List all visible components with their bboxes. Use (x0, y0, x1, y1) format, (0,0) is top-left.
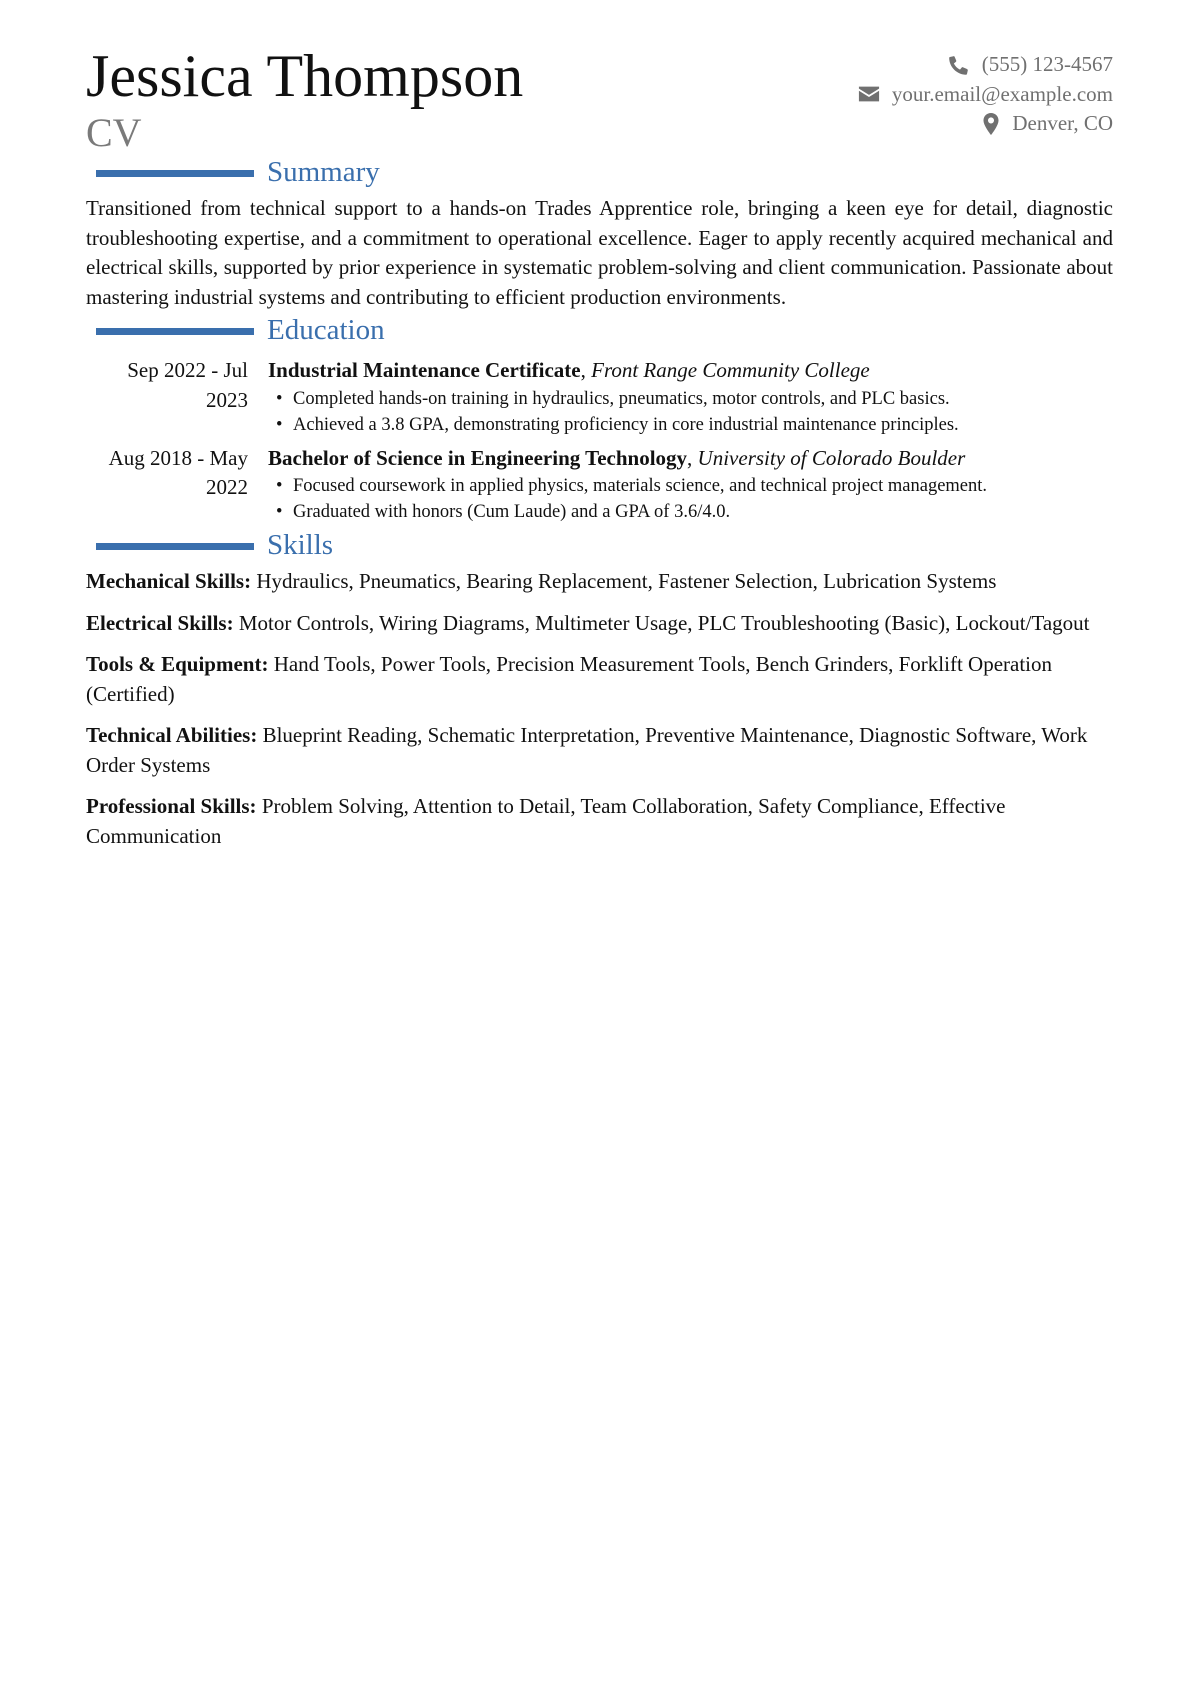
section-accent-bar (96, 170, 254, 177)
document-subtitle: CV (86, 110, 142, 155)
skill-row-electrical (86, 609, 1113, 639)
bullet-text: Focused coursework in applied physics, materials science, and technical project management. (293, 476, 988, 496)
summary-text: Transitioned from technical support to a hands-on Trades Apprentice role, bringing a keen eye for detail, diagnostic troubleshooting expertise, and a commitment to operational excellence. Eager to apply recently acquired mechanical and electrical skills, supported by prior experience in systematic problem-solving and client communication. Passionate about mastering industrial systems and contributing to efficient production environments. (86, 196, 1113, 309)
contact-phone (858, 50, 1113, 80)
degree-name: Bachelor of Science in Engineering Technology (268, 445, 688, 470)
phone-icon (948, 54, 970, 76)
phone-text: (555) 123-4567 (981, 52, 1113, 76)
education-entry (86, 444, 1113, 526)
education-bullets (268, 386, 1113, 438)
skills-heading (86, 531, 1113, 567)
education-entry (86, 356, 1113, 438)
school-name: Front Range Community College (591, 358, 870, 382)
contact-location (858, 109, 1113, 139)
bullet-text: Completed hands-on training in hydraulics, pneumatics, motor controls, and PLC basics. (293, 388, 950, 409)
skill-row-tools (86, 650, 1113, 709)
school-name: University of Colorado Boulder (697, 445, 966, 470)
section-title: Skills (267, 529, 334, 561)
education-details (268, 444, 1113, 526)
education-title-line: Bachelor of Science in Engineering Technology, University of Colorado Boulder (268, 445, 966, 470)
contact-email (858, 80, 1113, 110)
skill-values: Problem Solving, Attention to Detail, Team Collaboration, Safety Compliance, Effective Communication (86, 794, 1006, 848)
section-accent-bar (96, 328, 254, 335)
email-text: your.email@example.com (891, 81, 1113, 106)
skill-row-technical (86, 721, 1113, 780)
skill-row-mechanical (86, 567, 1113, 597)
person-name: Jessica Thompson (86, 43, 524, 109)
section-accent-bar (96, 543, 254, 550)
skill-values: Hydraulics, Pneumatics, Bearing Replacement, Fastener Selection, Lubrication Systems (256, 569, 997, 593)
summary-heading (86, 158, 1113, 194)
list-item: • Focused coursework in applied physics, materials science, and technical project management. (276, 476, 988, 496)
location-text: Denver, CO (1012, 111, 1113, 135)
skill-values: Blueprint Reading, Schematic Interpretation, Preventive Maintenance, Diagnostic Software, Work Order Systems (86, 723, 1088, 777)
skill-label: Mechanical Skills: (86, 569, 252, 593)
cv-page (86, 40, 1113, 863)
education-title-line: Industrial Maintenance Certificate, Front Range Community College (268, 358, 870, 382)
skill-values: Motor Controls, Wiring Diagrams, Multimeter Usage, PLC Troubleshooting (Basic), Lockout/Tagout (238, 610, 1090, 635)
section-title: Summary (267, 156, 380, 188)
skill-label: Electrical Skills: (86, 610, 234, 635)
list-item: • Achieved a 3.8 GPA, demonstrating proficiency in core industrial maintenance principles. (276, 414, 959, 435)
education-date: Sep 2022 - Jul 2023 (127, 358, 248, 412)
skill-label: Professional Skills: (86, 794, 257, 818)
list-item: • Graduated with honors (Cum Laude) and a GPA of 3.6/4.0. (276, 502, 731, 522)
education-heading (86, 316, 1113, 352)
contact-block (858, 50, 1113, 139)
bullet-text: Graduated with honors (Cum Laude) and a GPA of 3.6/4.0. (293, 502, 731, 522)
bullet-text: Achieved a 3.8 GPA, demonstrating proficiency in core industrial maintenance principles. (293, 414, 959, 435)
list-item: • Completed hands-on training in hydraulics, pneumatics, motor controls, and PLC basics. (276, 388, 950, 409)
skill-label: Technical Abilities: (86, 723, 258, 747)
education-bullets (268, 473, 1113, 525)
education-details (268, 356, 1113, 438)
skill-row-professional (86, 792, 1113, 851)
envelope-icon (858, 85, 880, 103)
degree-name: Industrial Maintenance Certificate (268, 358, 581, 382)
map-marker-icon (982, 113, 1000, 135)
section-title: Education (267, 314, 385, 346)
education-date: Aug 2018 - May 2022 (108, 445, 248, 499)
skill-label: Tools & Equipment: (86, 652, 269, 676)
skill-values: Hand Tools, Power Tools, Precision Measurement Tools, Bench Grinders, Forklift Operation (Certified) (86, 652, 1053, 706)
cv-header (86, 40, 1113, 158)
